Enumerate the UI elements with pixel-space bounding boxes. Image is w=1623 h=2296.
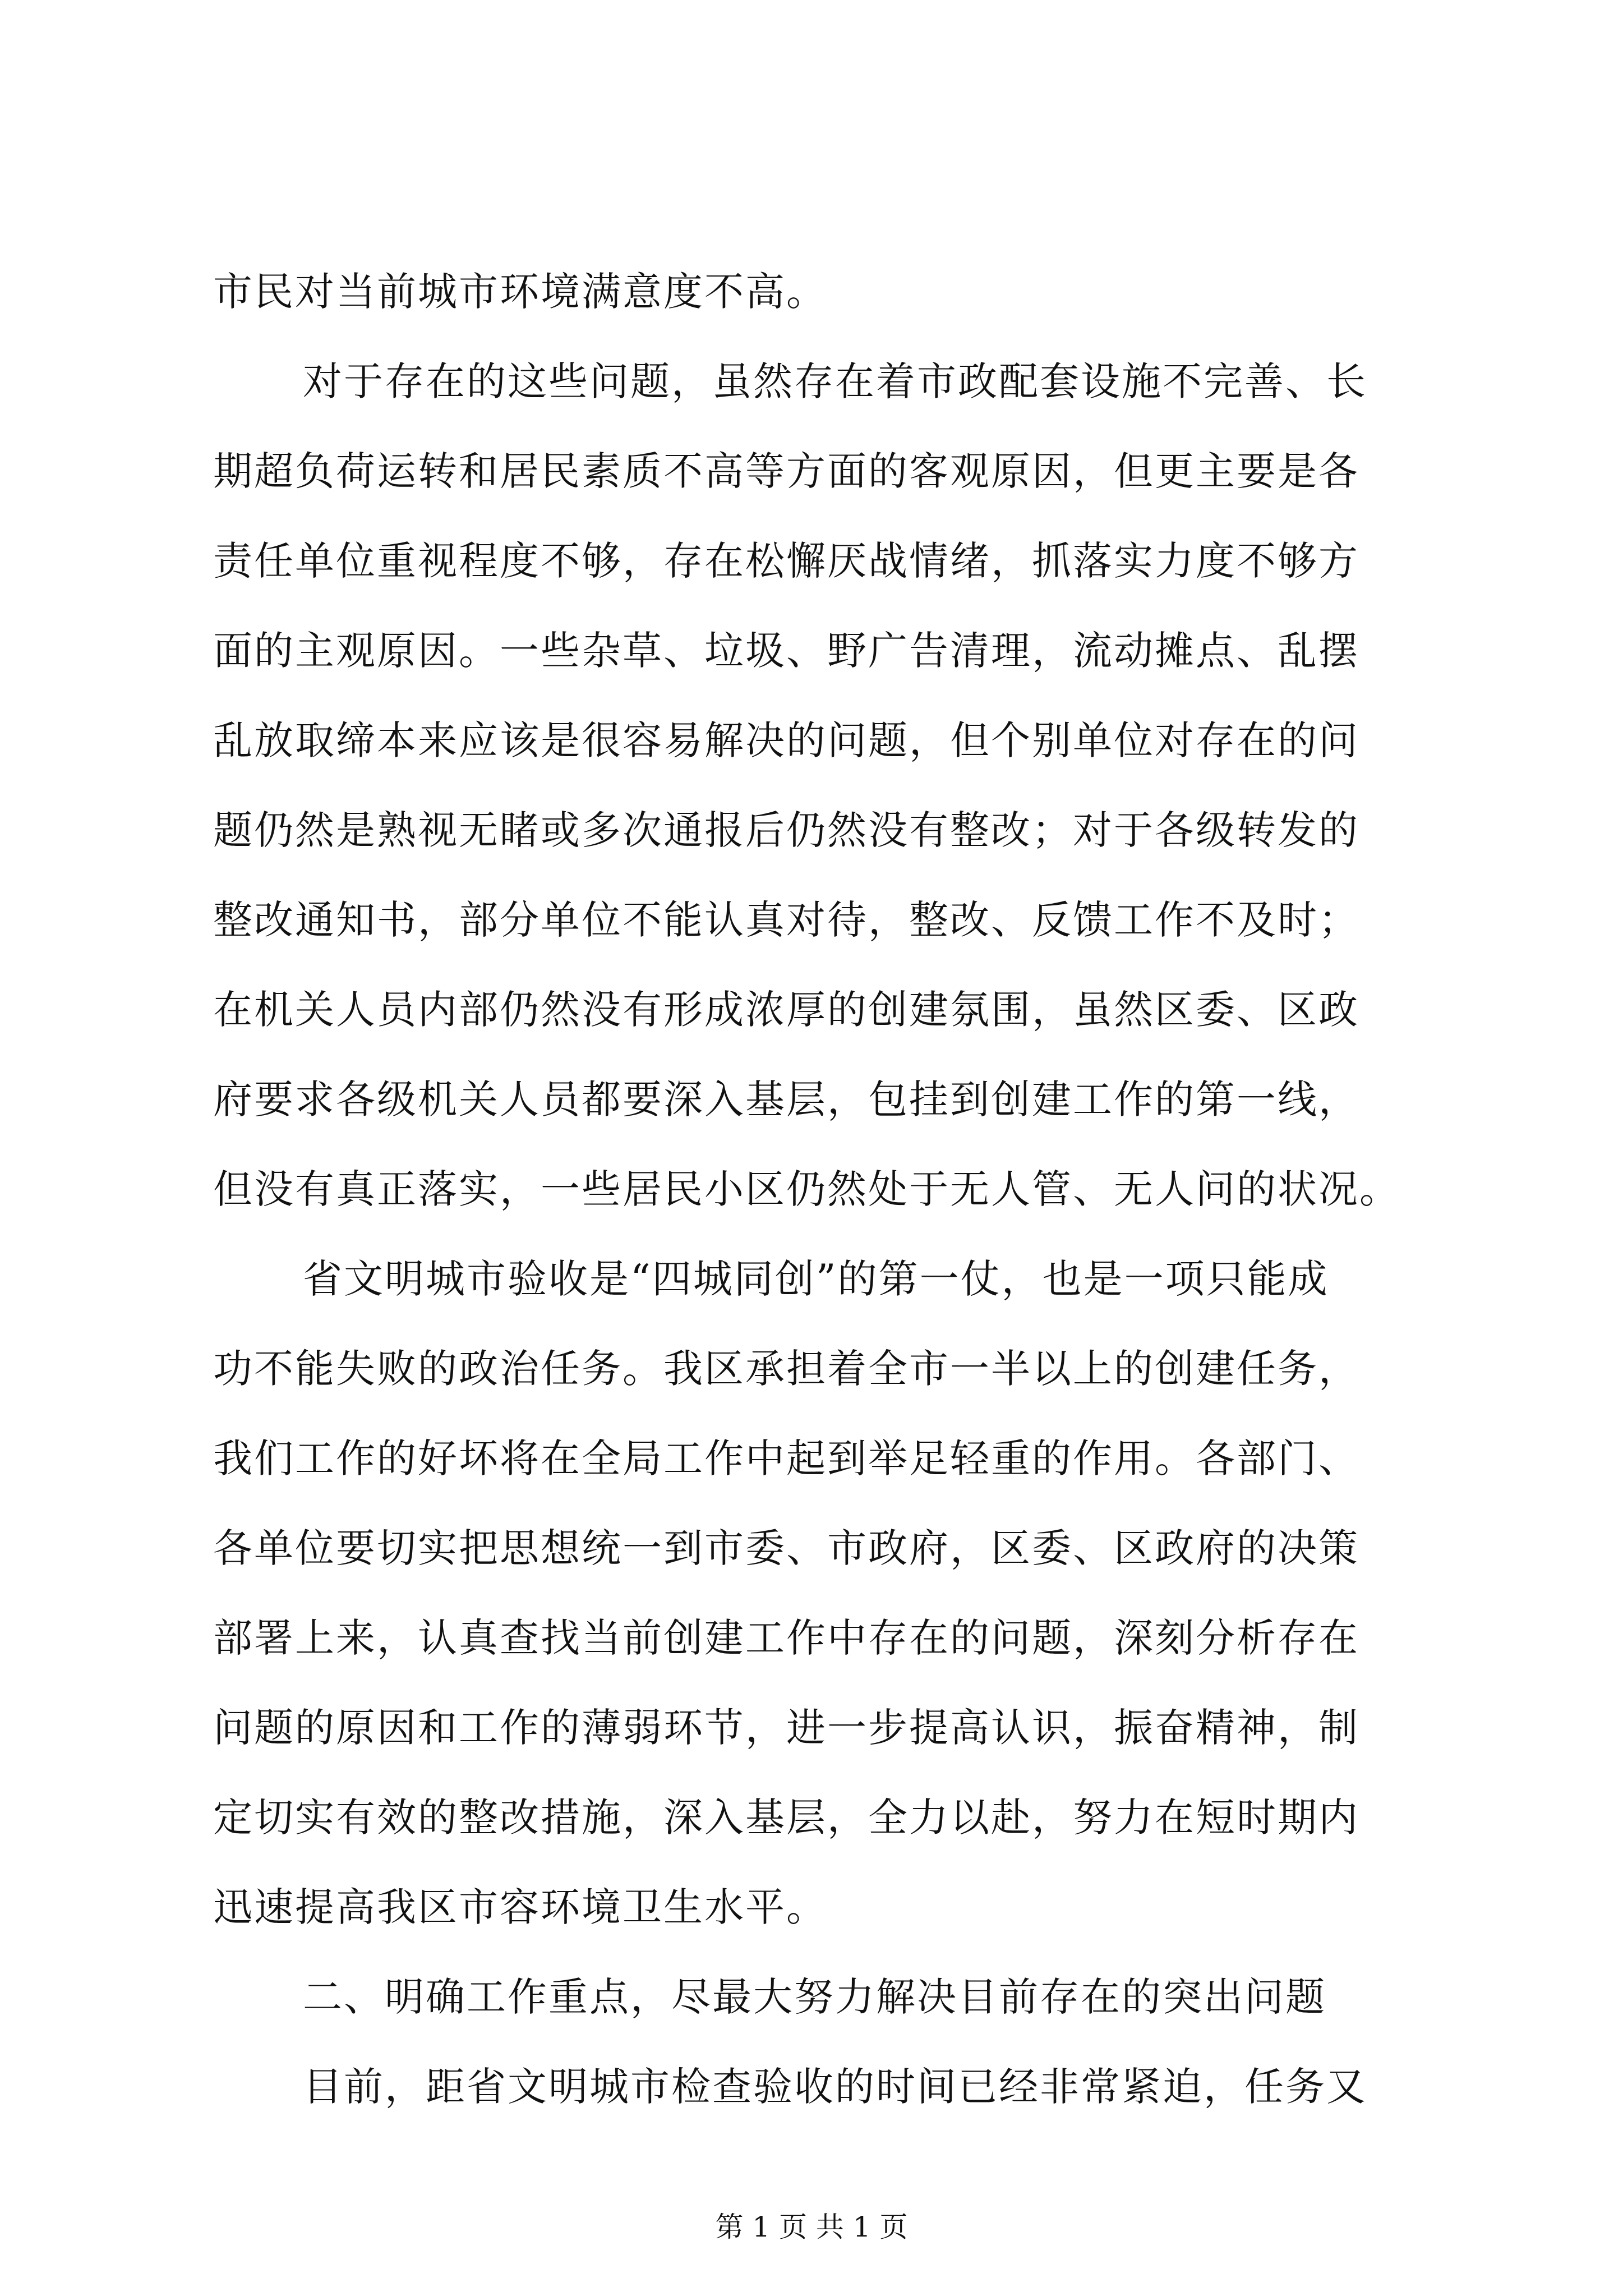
text-line: 问题的原因和工作的薄弱环节，进一步提高认识，振奋精神，制 bbox=[213, 1705, 1359, 1751]
text-line: 但没有真正落实，一些居民小区仍然处于无人管、无人问的状况。 bbox=[213, 1166, 1400, 1212]
text-line: 责任单位重视程度不够，存在松懈厌战情绪，抓落实力度不够方 bbox=[213, 538, 1359, 584]
text-line: 迅速提高我区市容环境卫生水平。 bbox=[213, 1884, 827, 1930]
text-line: 省文明城市验收是“四城同创”的第一仗，也是一项只能成 bbox=[303, 1256, 1329, 1302]
text-line: 题仍然是熟视无睹或多次通报后仍然没有整改；对于各级转发的 bbox=[213, 807, 1359, 853]
text-line: 各单位要切实把思想统一到市委、市政府，区委、区政府的决策 bbox=[213, 1525, 1359, 1571]
text-line: 在机关人员内部仍然没有形成浓厚的创建氛围，虽然区委、区政 bbox=[213, 987, 1359, 1033]
text-line: 我们工作的好坏将在全局工作中起到举足轻重的作用。各部门、 bbox=[213, 1435, 1359, 1481]
text-line: 对于存在的这些问题，虽然存在着市政配套设施不完善、长 bbox=[303, 358, 1367, 404]
text-line: 市民对当前城市环境满意度不高。 bbox=[213, 269, 827, 315]
section-heading: 二、明确工作重点，尽最大努力解决目前存在的突出问题 bbox=[303, 1974, 1326, 2020]
text-line: 定切实有效的整改措施，深入基层，全力以赴，努力在短时期内 bbox=[213, 1795, 1359, 1841]
text-line: 目前，距省文明城市检查验收的时间已经非常紧迫，任务又 bbox=[303, 2064, 1367, 2110]
page-number-footer: 第 1 页 共 1 页 bbox=[715, 2211, 908, 2243]
text-line: 功不能失败的政治任务。我区承担着全市一半以上的创建任务， bbox=[213, 1346, 1359, 1392]
text-line: 府要求各级机关人员都要深入基层，包挂到创建工作的第一线， bbox=[213, 1076, 1359, 1122]
text-line: 部署上来，认真查找当前创建工作中存在的问题，深刻分析存在 bbox=[213, 1615, 1359, 1661]
text-line: 期超负荷运转和居民素质不高等方面的客观原因，但更主要是各 bbox=[213, 448, 1359, 494]
text-line: 面的主观原因。一些杂草、垃圾、野广告清理，流动摊点、乱摆 bbox=[213, 628, 1359, 674]
text-line: 乱放取缔本来应该是很容易解决的问题，但个别单位对存在的问 bbox=[213, 717, 1359, 763]
text-line: 整改通知书，部分单位不能认真对待，整改、反馈工作不及时； bbox=[213, 897, 1359, 943]
